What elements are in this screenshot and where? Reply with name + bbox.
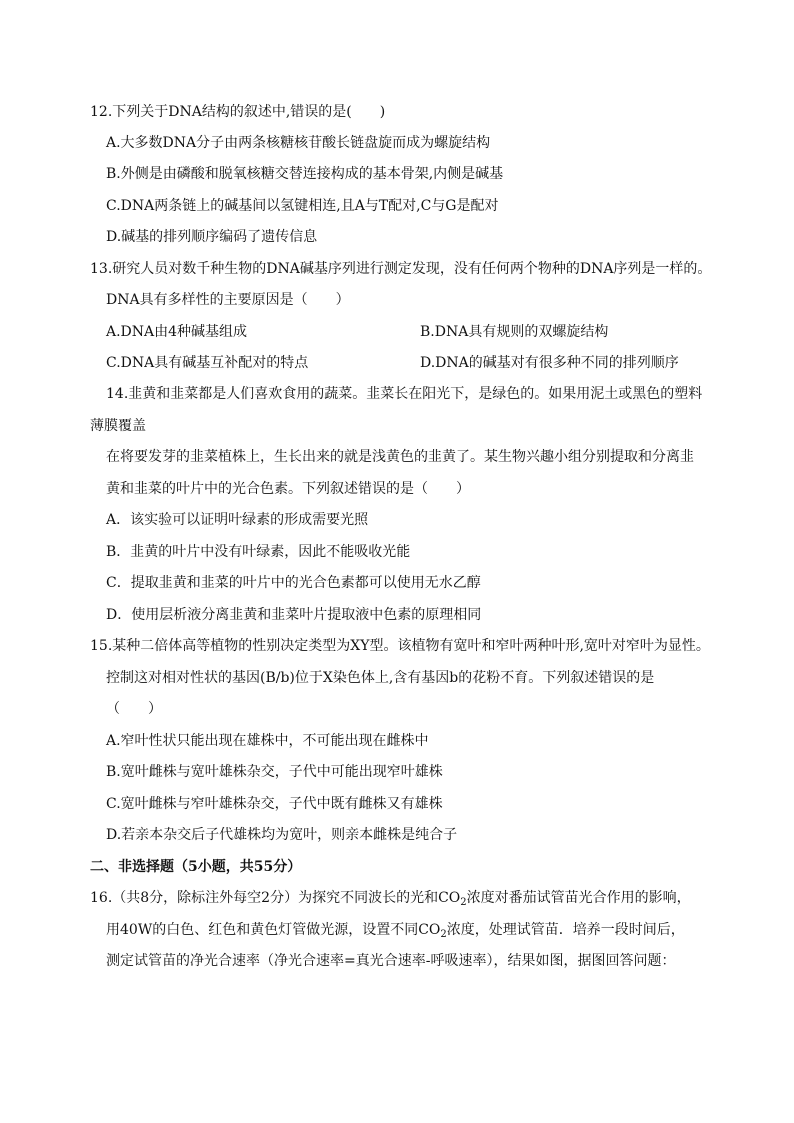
- q14-option-a: A．该实验可以证明叶绿素的形成需要光照: [106, 512, 369, 528]
- q14-stem-line2: 薄膜覆盖: [90, 418, 146, 434]
- q16-stem-line2: [106, 920, 685, 945]
- q14-stem-line4: 黄和韭菜的叶片中的光合色素。下列叙述错误的是（ ）: [106, 481, 470, 497]
- q16-line1-subscript: 2: [460, 897, 467, 908]
- q14-stem-line3: 在将要发芽的韭菜植株上，生长出来的就是浅黄色的韭黄了。某生物兴趣小组分别提取和分离韭: [106, 449, 694, 465]
- q15-option-c: C.宽叶雌株与窄叶雄株杂交，子代中既有雌株又有雄株: [106, 796, 443, 812]
- q15-option-d: D.若亲本杂交后子代雄株均为宽叶，则亲本雌株是纯合子: [106, 827, 458, 843]
- q12-option-a: A.大多数DNA分子由两条核糖核苷酸长链盘旋而成为螺旋结构: [106, 135, 491, 151]
- q13-stem-line1: 13.研究人员对数千种生物的DNA碱基序列进行测定发现，没有任何两个物种的DNA序列是一样的。: [90, 261, 712, 277]
- q12-option-c: C.DNA两条链上的碱基间以氢键相连,且A与T配对,C与G是配对: [106, 198, 499, 214]
- q13-stem-line2: DNA具有多样性的主要原因是（ ）: [106, 292, 350, 308]
- q12-option-d: D.碱基的排列顺序编码了遗传信息: [106, 229, 318, 245]
- q16-line2-part-a: 用40W的白色、红色和黄色灯管做光源，设置不同CO: [106, 922, 441, 938]
- section-heading: 二、非选择题（5小题，共55分）: [90, 859, 302, 875]
- q13-option-a: A.DNA由4种碱基组成: [106, 324, 248, 340]
- q16-line1-part-b: 浓度对番茄试管苗光合作用的影响，: [466, 890, 691, 906]
- q14-stem-line1: 14.韭黄和韭菜都是人们喜欢食用的蔬菜。韭菜长在阳光下，是绿色的。如果用泥土或黑色的塑料: [106, 386, 703, 402]
- q12-stem: 12.下列关于DNA结构的叙述中,错误的是( ): [90, 104, 386, 120]
- q13-option-c: C.DNA具有碱基互补配对的特点: [106, 355, 309, 371]
- q13-option-d: D.DNA的碱基对有很多种不同的排列顺序: [420, 355, 679, 371]
- q16-stem-line1: [90, 888, 691, 913]
- q15-option-b: B.宽叶雌株与宽叶雄株杂交，子代中可能出现窄叶雄株: [106, 764, 443, 780]
- q16-line2-subscript: 2: [440, 929, 447, 940]
- q16-line2-part-b: 浓度，处理试管苗．培养一段时间后，: [446, 922, 685, 938]
- q15-stem-line3: （ ）: [106, 701, 162, 717]
- q16-line1-part-a: 16.（共8分，除标注外每空2分）为探究不同波长的光和CO: [90, 890, 461, 906]
- q15-option-a: A.窄叶性状只能出现在雄株中，不可能出现在雌株中: [106, 733, 429, 749]
- q13-option-b: B.DNA具有规则的双螺旋结构: [420, 324, 609, 340]
- q16-stem-line3: 测定试管苗的净光合速率（净光合速率=真光合速率-呼吸速率），结果如图，据图回答问题：: [106, 953, 676, 969]
- q15-stem-line1: 15.某种二倍体高等植物的性别决定类型为XY型。该植物有宽叶和窄叶两种叶形,宽叶对窄叶为显性。: [90, 638, 710, 654]
- q14-option-b: B．韭黄的叶片中没有叶绿素，因此不能吸收光能: [106, 544, 411, 560]
- q14-option-c: C．提取韭黄和韭菜的叶片中的光合色素都可以使用无水乙醇: [106, 575, 481, 591]
- q12-option-b: B.外侧是由磷酸和脱氧核糖交替连接构成的基本骨架,内侧是碱基: [106, 166, 504, 182]
- q15-stem-line2: 控制这对相对性状的基因(B/b)位于X染色体上,含有基因b的花粉不育。下列叙述错误的是: [106, 670, 655, 686]
- q14-option-d: D．使用层析液分离韭黄和韭菜叶片提取液中色素的原理相同: [106, 607, 482, 623]
